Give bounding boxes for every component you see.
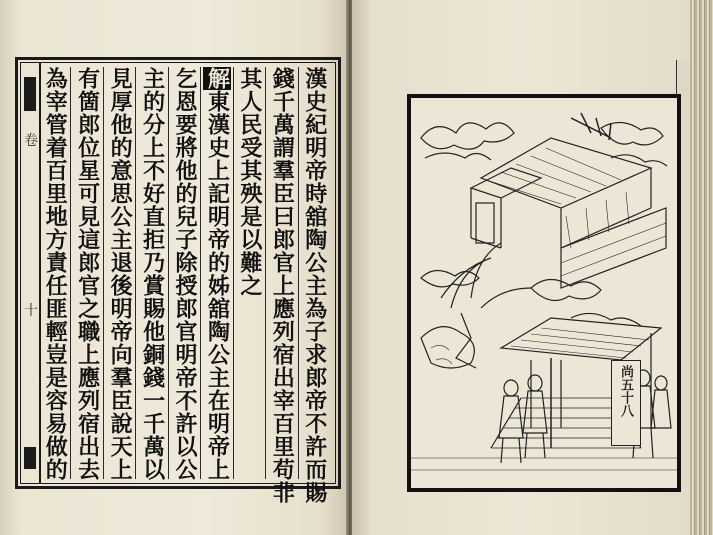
column-text: 為宰管着百里地方責任匪輕豈是容易做的 xyxy=(42,67,69,481)
page-edges xyxy=(690,0,713,535)
illustration-caption: 尚五十八 xyxy=(618,365,633,417)
illustration-frame xyxy=(407,94,681,492)
text-column xyxy=(171,67,199,479)
column-text: 其人民受其殃是以難之 xyxy=(236,67,263,297)
column-text: 東漢史上記明帝的姊舘陶公主在明帝上 xyxy=(204,90,231,481)
text-column xyxy=(268,67,296,504)
text-frame xyxy=(15,57,341,504)
column-rule xyxy=(200,67,201,479)
text-frame-inner xyxy=(20,62,336,504)
left-page xyxy=(0,0,348,535)
text-column xyxy=(139,67,167,479)
text-column xyxy=(203,67,231,479)
cloud-shape xyxy=(421,123,514,149)
column-text: 乞恩要將他的兒子除授郎官明帝不許以公 xyxy=(172,67,198,481)
column-rule xyxy=(103,67,104,479)
fish-tail-mark-bottom xyxy=(24,447,36,469)
text-columns xyxy=(42,67,331,504)
banxin-number: 十 xyxy=(24,303,38,319)
text-column xyxy=(74,67,102,479)
column-rule xyxy=(168,67,169,479)
column-text: 有箇郎位星可見這郎官之職上應列宿出去 xyxy=(74,67,101,481)
banxin-label: 卷 xyxy=(24,133,38,149)
text-column xyxy=(41,67,69,479)
column-text: 主的分上不好直拒乃賞賜他銅錢一千萬以 xyxy=(139,67,166,481)
column-rule xyxy=(135,67,136,479)
column-rule xyxy=(265,67,266,479)
jie-commentary-marker: 解 xyxy=(204,67,231,90)
banxin-strip xyxy=(21,63,41,483)
text-column xyxy=(236,67,264,479)
text-column xyxy=(301,67,329,504)
text-column xyxy=(106,67,134,479)
column-rule xyxy=(70,67,71,479)
column-rule xyxy=(233,67,234,479)
fish-tail-mark-top xyxy=(24,77,36,111)
column-rule xyxy=(298,67,299,479)
column-text: 見厚他的意思公主退後明帝向羣臣說天上 xyxy=(107,67,134,481)
column-text: 漢史紀明帝時舘陶公主為子求郎帝不許而賜 xyxy=(301,67,328,504)
column-text: 錢千萬謂羣臣曰郎官上應列宿出宰百里苟非 xyxy=(269,67,296,504)
illustration-caption-box xyxy=(611,360,641,446)
